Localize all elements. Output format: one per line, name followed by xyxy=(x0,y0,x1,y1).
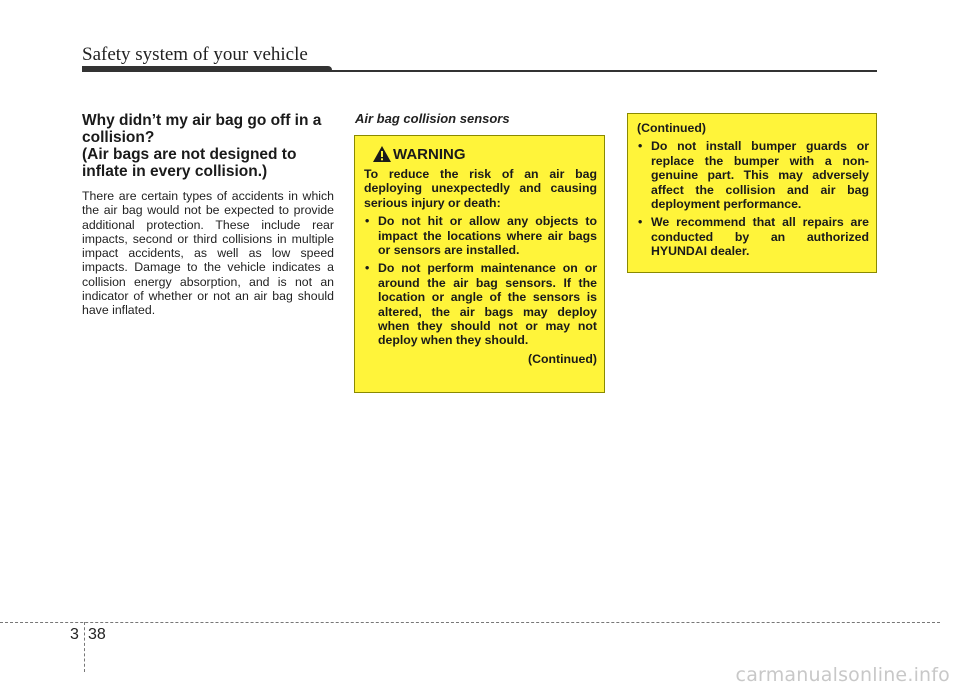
page-number: 38 xyxy=(88,626,106,643)
chapter-number: 3 xyxy=(70,626,79,643)
warning-bullet: • Do not hit or allow any objects to impact the locations where air bags or sensors are installed. xyxy=(364,214,597,257)
warning-header xyxy=(364,146,597,163)
warning-box xyxy=(354,135,605,393)
faq-heading-line: inflate in every collision.) xyxy=(82,163,268,180)
header-rule xyxy=(330,70,877,72)
footer-divider xyxy=(84,622,85,672)
continued-bullet: • Do not install bumper guards or replace the bumper with a non-genuine part. This may adversely affect the collision and air bag deployment performance. xyxy=(637,139,869,211)
warning-bullet: • Do not perform maintenance on or around the air bag sensors. If the location or angle of the sensors is altered, the air bags may deploy when they should not or may not deploy when they should. xyxy=(364,261,597,347)
header-bar xyxy=(82,66,332,72)
warning-content xyxy=(364,167,597,366)
watermark: carmanualsonline.info xyxy=(735,664,950,686)
continued-warning-box xyxy=(627,113,877,273)
footer-rule xyxy=(0,622,940,623)
warning-triangle-icon xyxy=(372,145,392,163)
faq-heading-line: collision? xyxy=(82,129,155,146)
section-title: Air bag collision sensors xyxy=(355,111,510,126)
continued-label: (Continued) xyxy=(637,121,706,135)
faq-body: There are certain types of accidents in which the air bag would not be expected to provide additional protection. These include rear impacts, second or third collisions in multiple impact accidents, as well as low speed impacts. Damage to the vehicle indicates a collision energy absorption, and is not an indicator of whether or not an air bag should have inflated. xyxy=(82,189,334,318)
left-column xyxy=(82,112,334,318)
warning-title: WARNING xyxy=(393,146,466,163)
faq-heading xyxy=(82,112,334,180)
header-title: Safety system of your vehicle xyxy=(82,44,308,65)
continued-bullet: • We recommend that all repairs are conducted by an authorized HYUNDAI dealer. xyxy=(637,215,869,258)
continued-content xyxy=(637,121,869,259)
faq-heading-line: Why didn’t my air bag go off in a xyxy=(82,112,322,129)
continued-label: (Continued) xyxy=(528,351,597,366)
warning-intro: To reduce the risk of an air bag deploying unexpectedly and causing serious injury or death: xyxy=(364,167,597,210)
faq-heading-line: (Air bags are not designed to xyxy=(82,146,297,163)
